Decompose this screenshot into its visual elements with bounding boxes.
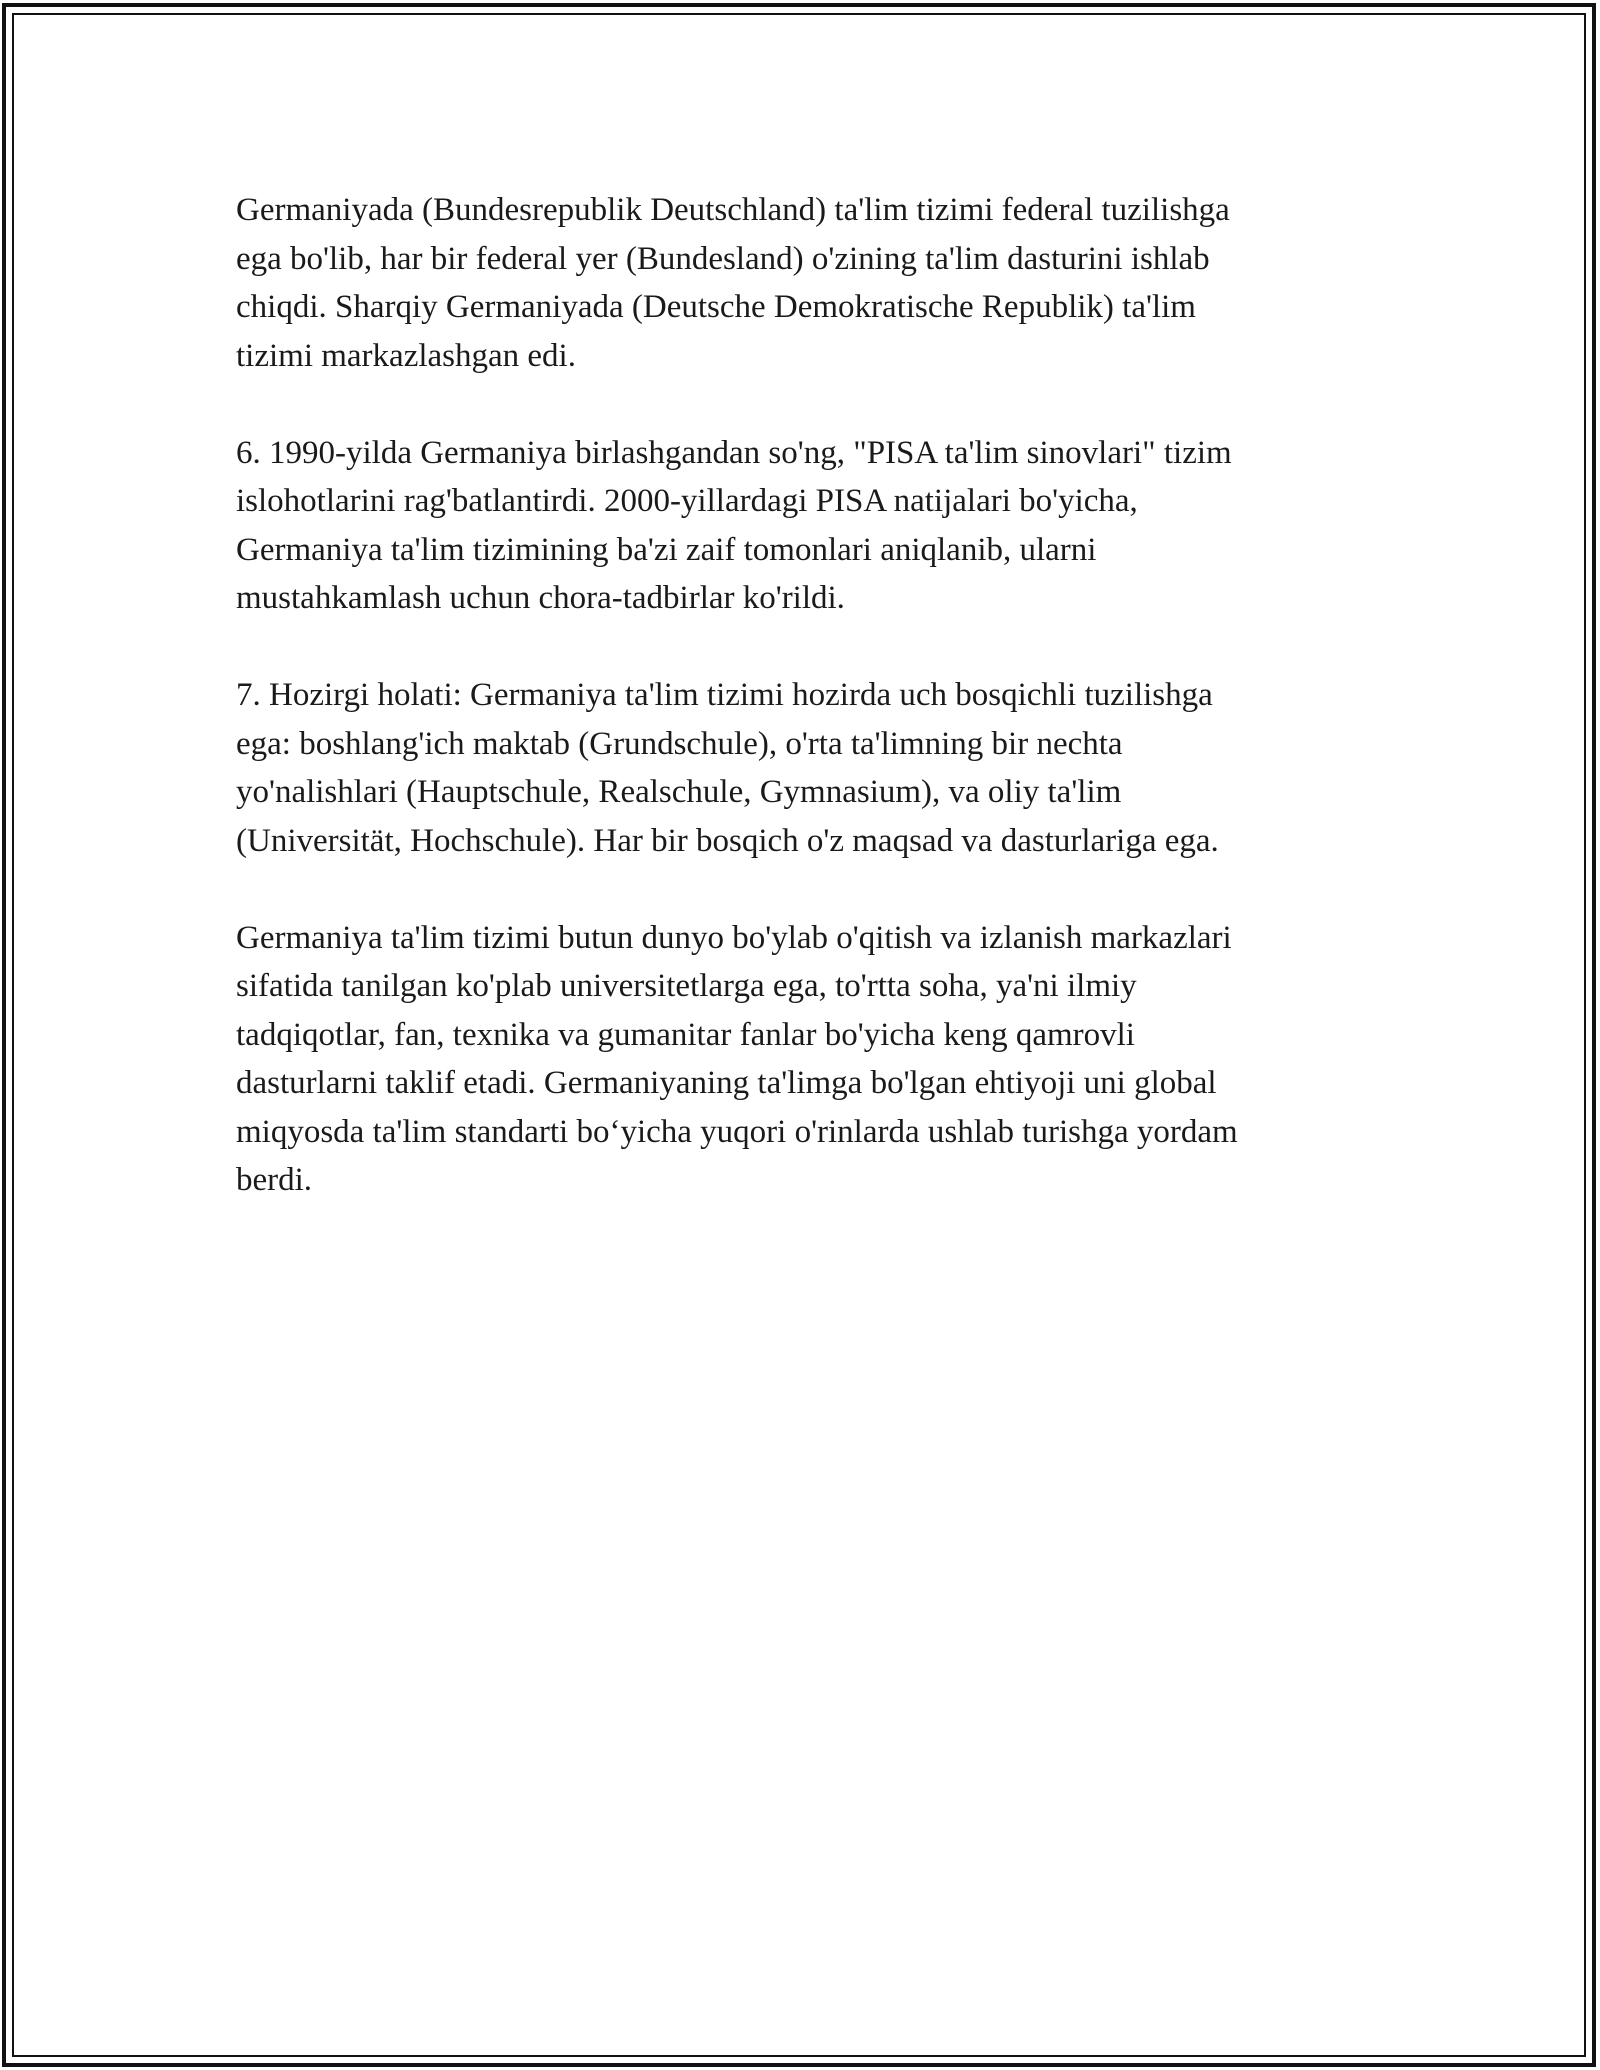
text-line: 7. Hozirgi holati: Germaniya ta'lim tizimi hozirda uch bosqichli tuzilishga (236, 677, 1213, 713)
text-line: Germaniyada (Bundesrepublik Deutschland) ta'lim tizimi federal tuzilishga (236, 192, 1230, 228)
text-line: Germaniya ta'lim tizimining ba'zi zaif tomonlari aniqlanib, ularni (236, 531, 1097, 568)
text-line: ega bo'lib, har bir federal yer (Bundesland) o'zining ta'lim dasturini ishlab (236, 240, 1210, 277)
text-line: sifatida tanilgan ko'plab universitetlarga ega, to'rtta soha, ya'ni ilmiy (236, 968, 1137, 1004)
text-line: Germaniya ta'lim tizimi butun dunyo bo'ylab o'qitish va izlanish markazlari (236, 919, 1232, 956)
text-line: miqyosda ta'lim standarti bo‘yicha yuqori o'rinlarda ushlab turishga yordam (236, 1113, 1238, 1150)
text-line: tadqiqotlar, fan, texnika va gumanitar fanlar bo'yicha keng qamrovli (236, 1016, 1135, 1053)
text-line: 6. 1990-yilda Germaniya birlashgandan so'ng, "PISA ta'lim sinovlari" tizim (236, 434, 1232, 471)
text-line: chiqdi. Sharqiy Germaniyada (Deutsche Demokratische Republik) ta'lim (236, 289, 1196, 325)
paragraph-intro (236, 186, 1366, 380)
paragraph-item-6 (236, 429, 1366, 623)
paragraph-conclusion (236, 914, 1366, 1205)
text-line: tizimi markazlashgan edi. (236, 337, 576, 374)
text-line: mustahkamlash uchun chora-tadbirlar ko'rildi. (236, 580, 845, 616)
text-line: (Universität, Hochschule). Har bir bosqich o'z maqsad va dasturlariga ega. (236, 822, 1219, 859)
text-line: berdi. (236, 1162, 313, 1198)
paragraph-item-7 (236, 671, 1366, 865)
text-line: ega: boshlang'ich maktab (Grundschule), o'rta ta'limning bir nechta (236, 725, 1123, 762)
text-line: dasturlarni taklif etadi. Germaniyaning ta'limga bo'lgan ehtiyoji uni global (236, 1065, 1217, 1101)
text-line: islohotlarini rag'batlantirdi. 2000-yillardagi PISA natijalari bo'yicha, (236, 483, 1138, 519)
document-body (236, 186, 1366, 1253)
text-line: yo'nalishlari (Hauptschule, Realschule, Gymnasium), va oliy ta'lim (236, 774, 1122, 810)
